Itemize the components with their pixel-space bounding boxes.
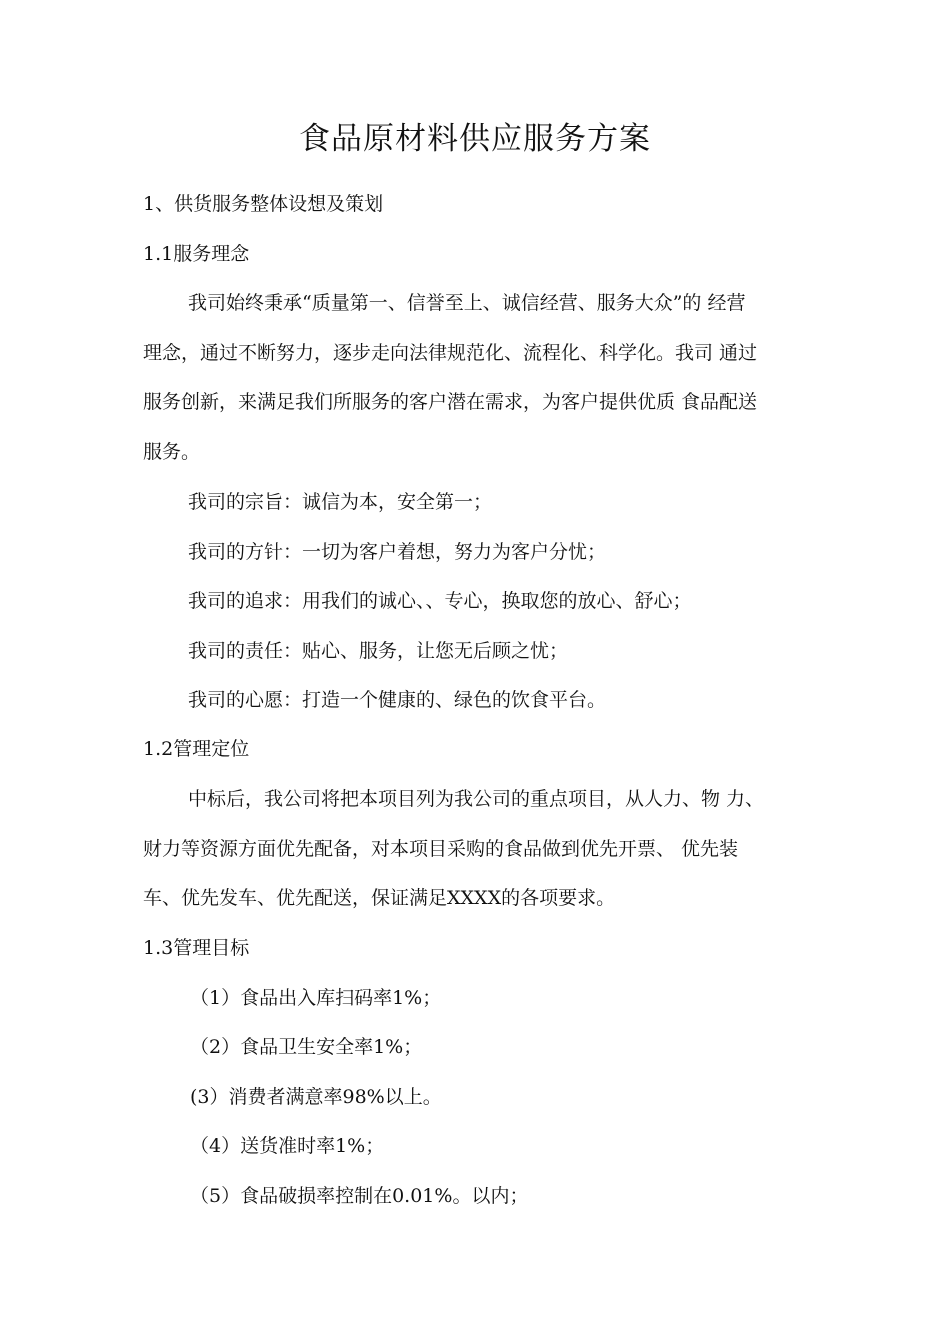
goal-item: （2）食品卫生安全率1%； (190, 1036, 423, 1058)
paragraph-line: 中标后，我公司将把本项目列为我公司的重点项目，从人力、物 力、 (188, 788, 765, 810)
goal-item: （5）食品破损率控制在0.01%。以内； (190, 1185, 529, 1207)
paragraph-line: 车、优先发车、优先配送，保证满足XXXX的各项要求。 (143, 887, 616, 909)
goal-item: (3）消费者满意率98%以上。 (190, 1086, 442, 1108)
goal-item: （4）送货准时率1%； (190, 1135, 385, 1157)
paragraph-line: 服务。 (143, 441, 201, 463)
section-heading-1-1: 1.1服务理念 (143, 243, 250, 265)
statement-line: 我司的方针：一切为客户着想，努力为客户分忧； (188, 541, 607, 563)
document-title: 食品原材料供应服务方案 (299, 121, 651, 157)
paragraph-line: 服务创新，来满足我们所服务的客户潜在需求，为客户提供优质 食品配送 (143, 391, 758, 413)
goal-item: （1）食品出入库扫码率1%； (190, 987, 442, 1009)
paragraph-line: 财力等资源方面优先配备，对本项目采购的食品做到优先开票、 优先装 (143, 838, 739, 860)
paragraph-line: 理念，通过不断努力，逐步走向法律规范化、流程化、科学化。我司 通过 (143, 342, 758, 364)
statement-line: 我司的心愿：打造一个健康的、绿色的饮食平台。 (188, 689, 607, 711)
statement-line: 我司的追求：用我们的诚心、、专心，换取您的放心、舒心； (188, 590, 692, 612)
paragraph-line: 我司始终秉承“质量第一、信誉至上、诚信经营、服务大众”的 经营 (188, 292, 746, 314)
section-heading-1-2: 1.2管理定位 (143, 738, 250, 760)
statement-line: 我司的责任：贴心、服务，让您无后顾之忧； (188, 640, 569, 662)
statement-line: 我司的宗旨：诚信为本，安全第一； (188, 491, 493, 513)
section-heading-1: 1、供货服务整体设想及策划 (143, 193, 384, 215)
section-heading-1-3: 1.3管理目标 (143, 937, 250, 959)
